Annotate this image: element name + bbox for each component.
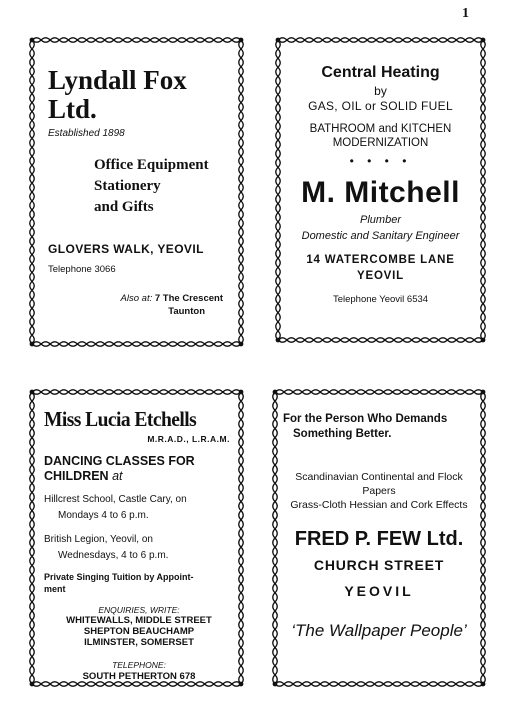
services-line: MODERNIZATION [332,137,429,149]
papers-line: Papers [362,485,396,497]
product-item: Office Equipment [94,157,209,173]
branch-address [48,293,233,304]
town: YEOVIL [344,583,414,599]
venue-1 [44,492,234,524]
venue-line: Hillcrest School, Castle Cary, on [44,494,187,505]
company-name-line2: Ltd. [48,94,97,124]
classes-line [44,469,234,484]
ad-content [283,412,475,641]
telephone: SOUTH PETHERTON 678 [82,671,196,682]
also-address: 7 The Crescent [154,293,223,304]
teacher-name: Miss Lucia Etchells [44,407,197,431]
ad-few [271,388,487,688]
venue-line: Wednesdays, 4 to 6 p.m. [58,550,169,561]
singing-line: ment [44,584,66,594]
qualifications: M.R.A.D., L.R.A.M. [147,434,230,444]
address [44,615,234,648]
telephone: Telephone Yeovil 6534 [332,294,429,305]
address-line: WHITEWALLS, MIDDLE STREET [66,615,212,626]
ad-content [282,64,479,305]
singing-tuition [44,571,234,595]
address-line: 14 WATERCOMBE LANE [306,254,455,266]
intro-line: For the Person Who Demands [283,413,448,425]
service-heading: Central Heating [321,64,440,81]
telephone-label: TELEPHONE: [112,660,166,670]
fuel-types: GAS, OIL or SOLID FUEL [308,99,453,113]
intro-text [283,412,475,442]
classes-children: CHILDREN [44,469,109,483]
ad-lyndall-fox [28,36,245,348]
address-line: SHEPTON BEAUCHAMP [83,626,195,637]
ad-mitchell [274,36,487,344]
venue-2 [44,532,234,564]
services-line: BATHROOM and KITCHEN [309,123,452,135]
address-line: ILMINSTER, SOMERSET [84,637,194,648]
also-label: Also at: [120,293,153,304]
product-list [94,155,233,218]
enquiries-label: ENQUIRIES, WRITE: [98,605,180,615]
classes-heading [44,454,234,484]
venue-line: Mondays 4 to 6 p.m. [58,510,149,521]
services [282,122,479,150]
street: CHURCH STREET [313,557,445,573]
singing-line: Private Singing Tuition by Appoint- [44,572,194,582]
classes-at: at [112,469,123,483]
ad-content [48,66,233,317]
company-name: FRED P. FEW Ltd. [294,528,464,550]
papers-line: Scandinavian Continental and Flock [295,471,463,483]
product-item: Stationery [94,178,161,194]
company-name: M. Mitchell [301,176,460,209]
established-date: Established 1898 [48,128,125,139]
address [282,252,479,284]
venue-line: British Legion, Yeovil, on [44,534,153,545]
by-text: by [374,84,387,98]
role-line: Plumber [360,214,401,226]
product-item: and Gifts [94,199,154,215]
ad-content [44,407,234,682]
product-description [283,470,475,512]
intro-line: Something Better. [293,428,392,440]
company-name [48,66,233,124]
address: GLOVERS WALK, YEOVIL [48,242,204,256]
classes-line: DANCING CLASSES FOR [44,454,195,468]
telephone: Telephone 3066 [48,264,116,275]
dot-separator: • • • • [349,154,412,168]
trade-description [282,212,479,244]
papers-line: Grass-Cloth Hessian and Cork Effects [290,499,468,511]
page-number: 1 [462,6,469,21]
branch-town: Taunton [168,306,205,317]
slogan: ‘The Wallpaper People’ [291,621,467,640]
ad-etchells [28,388,245,688]
company-name-line1: Lyndall Fox [48,65,187,95]
address-line: YEOVIL [357,270,404,282]
role-line: Domestic and Sanitary Engineer [301,230,460,242]
